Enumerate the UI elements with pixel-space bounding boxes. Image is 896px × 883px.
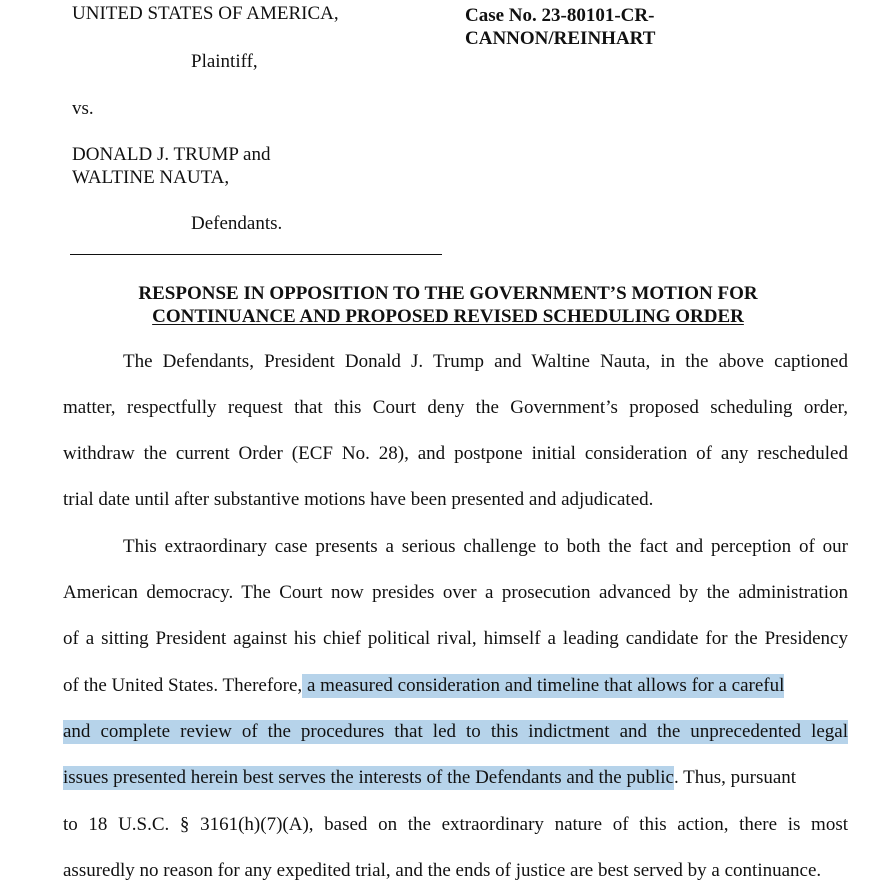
document-title <box>0 282 896 328</box>
case-number <box>465 4 655 50</box>
case-number-line2: CANNON/REINHART <box>465 28 656 49</box>
paragraph2-line2: American democracy. The Court now presides over a prosecution advanced by the administration <box>63 582 848 603</box>
defendant-role: Defendants. <box>191 213 283 234</box>
versus-label: vs. <box>72 98 94 119</box>
document-title-line2: CONTINUANCE AND PROPOSED REVISED SCHEDULING ORDER <box>152 306 744 327</box>
paragraph1-line1: The Defendants, President Donald J. Trump and Waltine Nauta, in the above captioned <box>123 351 848 372</box>
paragraph2-line4-text: of the United States. Therefore, <box>63 675 303 696</box>
paragraph2-line5 <box>63 720 848 744</box>
paragraph2-line6-text: . Thus, pursuant <box>673 767 797 788</box>
paragraph1-line3: withdraw the current Order (ECF No. 28), and postpone initial consideration of any rescheduled <box>63 443 848 464</box>
paragraph2-line8: assuredly no reason for any expedited trial, and the ends of justice are best served by a continuance. <box>63 860 822 881</box>
paragraph2-line6 <box>63 766 848 790</box>
defendant-party-line2: WALTINE NAUTA, <box>72 167 230 188</box>
document-title-line1: RESPONSE IN OPPOSITION TO THE GOVERNMENT’S MOTION FOR <box>138 283 758 304</box>
caption-divider <box>70 254 442 255</box>
highlighted-text-line5: and complete review of the procedures that led to this indictment and the unprecedented legal <box>63 721 848 742</box>
highlighted-text-line4: a measured consideration and timeline that allows for a careful <box>302 675 785 696</box>
paragraph1-line4: trial date until after substantive motions have been presented and adjudicated. <box>63 489 654 510</box>
paragraph2-line4 <box>63 674 848 698</box>
highlighted-text-line6: issues presented herein best serves the interests of the Defendants and the public <box>63 767 674 788</box>
paragraph1-line2: matter, respectfully request that this Court deny the Government’s proposed scheduling order, <box>63 397 848 418</box>
plaintiff-role: Plaintiff, <box>191 51 258 72</box>
plaintiff-party: UNITED STATES OF AMERICA, <box>72 3 339 24</box>
case-number-line1: Case No. 23-80101-CR- <box>465 5 655 26</box>
paragraph2-line7: to 18 U.S.C. § 3161(h)(7)(A), based on the extraordinary nature of this action, there is most <box>63 814 848 835</box>
paragraph2-line1: This extraordinary case presents a serious challenge to both the fact and perception of our <box>123 536 848 557</box>
paragraph2-line3: of a sitting President against his chief political rival, himself a leading candidate for the Presidency <box>63 628 848 649</box>
defendant-party-line1: DONALD J. TRUMP and <box>72 144 271 165</box>
